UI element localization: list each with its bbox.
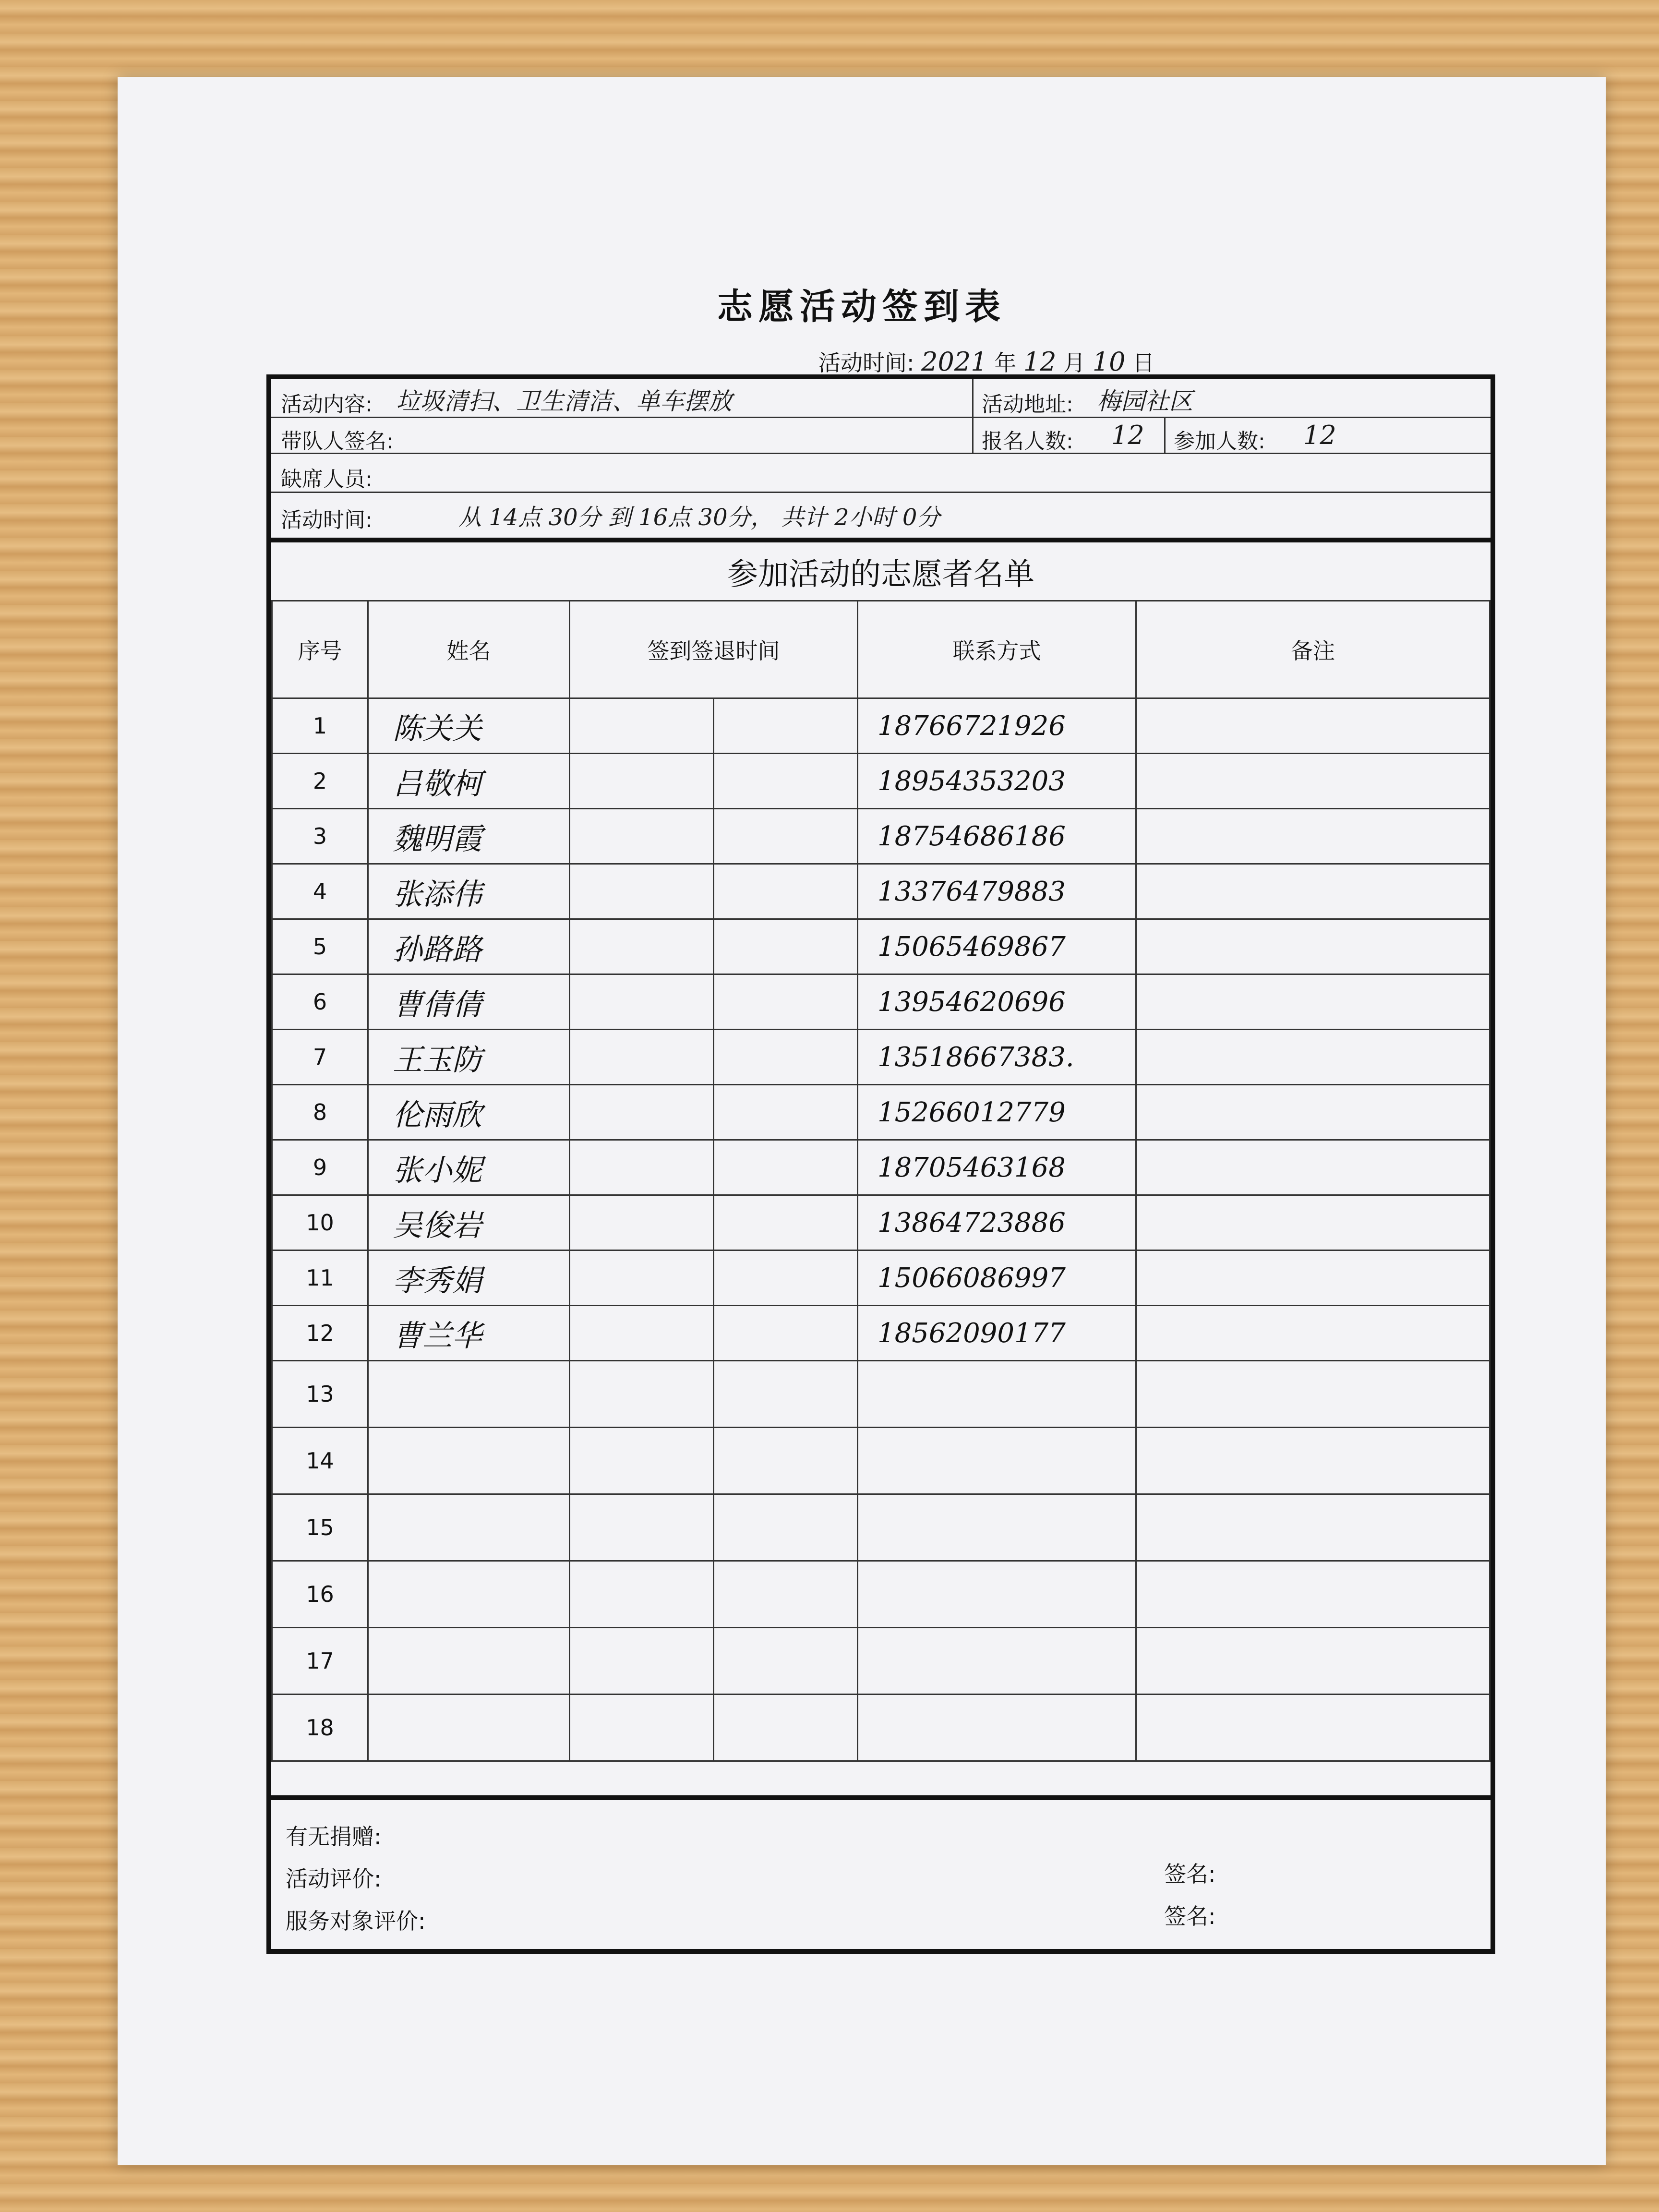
row-number: 7 bbox=[272, 1030, 368, 1085]
volunteer-name bbox=[368, 1361, 570, 1428]
remarks bbox=[1136, 754, 1490, 809]
sign-in-time bbox=[570, 864, 714, 919]
row-number: 6 bbox=[272, 974, 368, 1030]
sign-out-time bbox=[714, 1561, 858, 1628]
row-number: 9 bbox=[272, 1140, 368, 1195]
sign-out-time bbox=[714, 864, 858, 919]
sign-out-time bbox=[714, 1695, 858, 1761]
sign-out-time bbox=[714, 698, 858, 754]
sign-in-time bbox=[570, 919, 714, 974]
sign-in-time bbox=[570, 1361, 714, 1428]
volunteer-name: 王玉防 bbox=[368, 1030, 570, 1085]
sign-out-time bbox=[714, 1140, 858, 1195]
volunteer-name bbox=[368, 1494, 570, 1561]
remarks bbox=[1136, 1561, 1490, 1628]
volunteer-name bbox=[368, 1628, 570, 1695]
row-number: 11 bbox=[272, 1250, 368, 1306]
remarks bbox=[1136, 1140, 1490, 1195]
contact-phone: 18705463168 bbox=[858, 1140, 1136, 1195]
remarks bbox=[1136, 864, 1490, 919]
info-row-leader bbox=[271, 418, 1491, 454]
remarks bbox=[1136, 1628, 1490, 1695]
sign-in-sheet bbox=[118, 77, 1606, 2165]
remarks bbox=[1136, 1494, 1490, 1561]
sign-out-time bbox=[714, 1428, 858, 1494]
table-row bbox=[272, 864, 1490, 919]
signature-label-1: 签名: bbox=[1164, 1861, 1216, 1887]
remarks bbox=[1136, 1195, 1490, 1250]
table-row bbox=[272, 1306, 1490, 1361]
volunteer-name: 魏明霞 bbox=[368, 809, 570, 864]
row-number: 2 bbox=[272, 754, 368, 809]
contact-phone: 18562090177 bbox=[858, 1306, 1136, 1361]
table-row bbox=[272, 698, 1490, 754]
contact-phone bbox=[858, 1695, 1136, 1761]
sign-in-time bbox=[570, 974, 714, 1030]
contact-phone: 18754686186 bbox=[858, 809, 1136, 864]
row-number: 18 bbox=[272, 1695, 368, 1761]
remarks bbox=[1136, 1695, 1490, 1761]
roster-header-row bbox=[272, 601, 1490, 698]
document-title: 志愿活动签到表 bbox=[717, 286, 1006, 327]
contact-phone: 15266012779 bbox=[858, 1085, 1136, 1140]
sign-in-time bbox=[570, 1628, 714, 1695]
contact-phone: 15066086997 bbox=[858, 1250, 1136, 1306]
roster-body bbox=[272, 698, 1490, 1761]
sign-out-time bbox=[714, 1195, 858, 1250]
table-row bbox=[272, 1085, 1490, 1140]
contact-phone bbox=[858, 1561, 1136, 1628]
header-name: 姓名 bbox=[368, 601, 570, 698]
table-row bbox=[272, 754, 1490, 809]
table-row bbox=[272, 1250, 1490, 1306]
table-row bbox=[272, 1030, 1490, 1085]
leader-label: 带队人签名: bbox=[281, 429, 394, 454]
volunteer-name bbox=[368, 1695, 570, 1761]
volunteer-name bbox=[368, 1561, 570, 1628]
sign-in-time bbox=[570, 1428, 714, 1494]
row-number: 10 bbox=[272, 1195, 368, 1250]
date-year: 2021 bbox=[921, 347, 987, 377]
sign-out-time bbox=[714, 809, 858, 864]
table-row bbox=[272, 1361, 1490, 1428]
participants-value: 12 bbox=[1303, 420, 1336, 450]
table-row bbox=[272, 974, 1490, 1030]
address-value: 梅园社区 bbox=[1097, 387, 1193, 415]
date-day-suffix: 日 bbox=[1132, 350, 1155, 376]
contact-phone: 13864723886 bbox=[858, 1195, 1136, 1250]
row-number: 5 bbox=[272, 919, 368, 974]
volunteer-name: 吴俊岩 bbox=[368, 1195, 570, 1250]
remarks bbox=[1136, 974, 1490, 1030]
volunteer-name: 陈关关 bbox=[368, 698, 570, 754]
row-number: 15 bbox=[272, 1494, 368, 1561]
volunteer-name: 曹倩倩 bbox=[368, 974, 570, 1030]
sign-in-time bbox=[570, 1250, 714, 1306]
address-label: 活动地址: bbox=[982, 392, 1073, 417]
sign-in-time bbox=[570, 809, 714, 864]
form-frame bbox=[266, 374, 1495, 1954]
sign-out-time bbox=[714, 1361, 858, 1428]
sign-out-time bbox=[714, 1494, 858, 1561]
date-month-suffix: 月 bbox=[1063, 350, 1086, 376]
row-number: 4 bbox=[272, 864, 368, 919]
contact-phone bbox=[858, 1361, 1136, 1428]
remarks bbox=[1136, 1428, 1490, 1494]
remarks bbox=[1136, 919, 1490, 974]
row-number: 1 bbox=[272, 698, 368, 754]
contact-phone: 13954620696 bbox=[858, 974, 1136, 1030]
table-row bbox=[272, 1695, 1490, 1761]
contact-phone: 13518667383. bbox=[858, 1030, 1136, 1085]
time-value: 从 14点 30分 到 16点 30分， 共计 2小时 0分 bbox=[458, 504, 940, 531]
table-row bbox=[272, 1195, 1490, 1250]
sign-out-time bbox=[714, 754, 858, 809]
sign-in-time bbox=[570, 1494, 714, 1561]
volunteer-name: 曹兰华 bbox=[368, 1306, 570, 1361]
contact-phone: 15065469867 bbox=[858, 919, 1136, 974]
sign-in-time bbox=[570, 1306, 714, 1361]
row-number: 13 bbox=[272, 1361, 368, 1428]
remarks bbox=[1136, 1361, 1490, 1428]
volunteer-name: 张添伟 bbox=[368, 864, 570, 919]
signature-label-2: 签名: bbox=[1164, 1903, 1216, 1929]
contact-phone: 18766721926 bbox=[858, 698, 1136, 754]
table-row bbox=[272, 919, 1490, 974]
remarks bbox=[1136, 809, 1490, 864]
volunteer-name: 李秀娟 bbox=[368, 1250, 570, 1306]
contact-phone bbox=[858, 1494, 1136, 1561]
table-row bbox=[272, 1140, 1490, 1195]
volunteer-name: 孙路路 bbox=[368, 919, 570, 974]
volunteer-name: 伦雨欣 bbox=[368, 1085, 570, 1140]
table-row bbox=[272, 1628, 1490, 1695]
activity-date bbox=[818, 346, 1154, 377]
sign-out-time bbox=[714, 1628, 858, 1695]
date-year-suffix: 年 bbox=[994, 350, 1017, 376]
remarks bbox=[1136, 1250, 1490, 1306]
contact-phone: 18954353203 bbox=[858, 754, 1136, 809]
info-row-absent bbox=[271, 454, 1491, 493]
row-number: 12 bbox=[272, 1306, 368, 1361]
info-divider-small bbox=[1164, 418, 1166, 454]
volunteer-roster-table bbox=[271, 600, 1491, 1762]
service-eval-label: 服务对象评价: bbox=[286, 1908, 426, 1934]
contact-phone: 13376479883 bbox=[858, 864, 1136, 919]
contact-phone bbox=[858, 1428, 1136, 1494]
participants-label: 参加人数: bbox=[1174, 429, 1265, 454]
volunteer-name: 吕敬柯 bbox=[368, 754, 570, 809]
sign-out-time bbox=[714, 1085, 858, 1140]
info-row-time bbox=[271, 493, 1491, 536]
header-contact: 联系方式 bbox=[858, 601, 1136, 698]
sign-in-time bbox=[570, 698, 714, 754]
remarks bbox=[1136, 698, 1490, 754]
sign-in-time bbox=[570, 1695, 714, 1761]
time-label: 活动时间: bbox=[281, 508, 373, 532]
content-value: 垃圾清扫、卫生清洁、单车摆放 bbox=[396, 387, 732, 415]
remarks bbox=[1136, 1030, 1490, 1085]
sign-in-time bbox=[570, 1561, 714, 1628]
content-label: 活动内容: bbox=[281, 392, 373, 417]
table-row bbox=[272, 809, 1490, 864]
sign-out-time bbox=[714, 974, 858, 1030]
sign-out-time bbox=[714, 1306, 858, 1361]
sign-in-time bbox=[570, 1140, 714, 1195]
row-number: 3 bbox=[272, 809, 368, 864]
date-month: 12 bbox=[1023, 347, 1057, 377]
date-day: 10 bbox=[1092, 347, 1126, 377]
absent-label: 缺席人员: bbox=[281, 467, 373, 492]
header-remarks: 备注 bbox=[1136, 601, 1490, 698]
table-row bbox=[272, 1561, 1490, 1628]
sign-out-time bbox=[714, 1030, 858, 1085]
sign-in-time bbox=[570, 1085, 714, 1140]
date-label: 活动时间: bbox=[818, 350, 914, 376]
row-number: 17 bbox=[272, 1628, 368, 1695]
table-row bbox=[272, 1428, 1490, 1494]
volunteer-name bbox=[368, 1428, 570, 1494]
donation-label: 有无捐赠: bbox=[286, 1824, 382, 1850]
remarks bbox=[1136, 1085, 1490, 1140]
header-signin-time: 签到签退时间 bbox=[570, 601, 858, 698]
evaluation-label: 活动评价: bbox=[286, 1866, 382, 1892]
sign-in-time bbox=[570, 1030, 714, 1085]
registered-label: 报名人数: bbox=[982, 429, 1073, 454]
header-no: 序号 bbox=[272, 601, 368, 698]
remarks bbox=[1136, 1306, 1490, 1361]
roster-title: 参加活动的志愿者名单 bbox=[727, 557, 1034, 592]
registered-value: 12 bbox=[1111, 420, 1144, 450]
contact-phone bbox=[858, 1628, 1136, 1695]
table-row bbox=[272, 1494, 1490, 1561]
row-number: 16 bbox=[272, 1561, 368, 1628]
row-number: 8 bbox=[272, 1085, 368, 1140]
sign-out-time bbox=[714, 919, 858, 974]
info-divider bbox=[972, 379, 974, 454]
row-number: 14 bbox=[272, 1428, 368, 1494]
sign-in-time bbox=[570, 1195, 714, 1250]
info-row-content bbox=[271, 379, 1491, 418]
activity-info-section bbox=[271, 379, 1491, 542]
evaluation-section bbox=[271, 1795, 1491, 1954]
sign-out-time bbox=[714, 1250, 858, 1306]
volunteer-name: 张小妮 bbox=[368, 1140, 570, 1195]
sign-in-time bbox=[570, 754, 714, 809]
